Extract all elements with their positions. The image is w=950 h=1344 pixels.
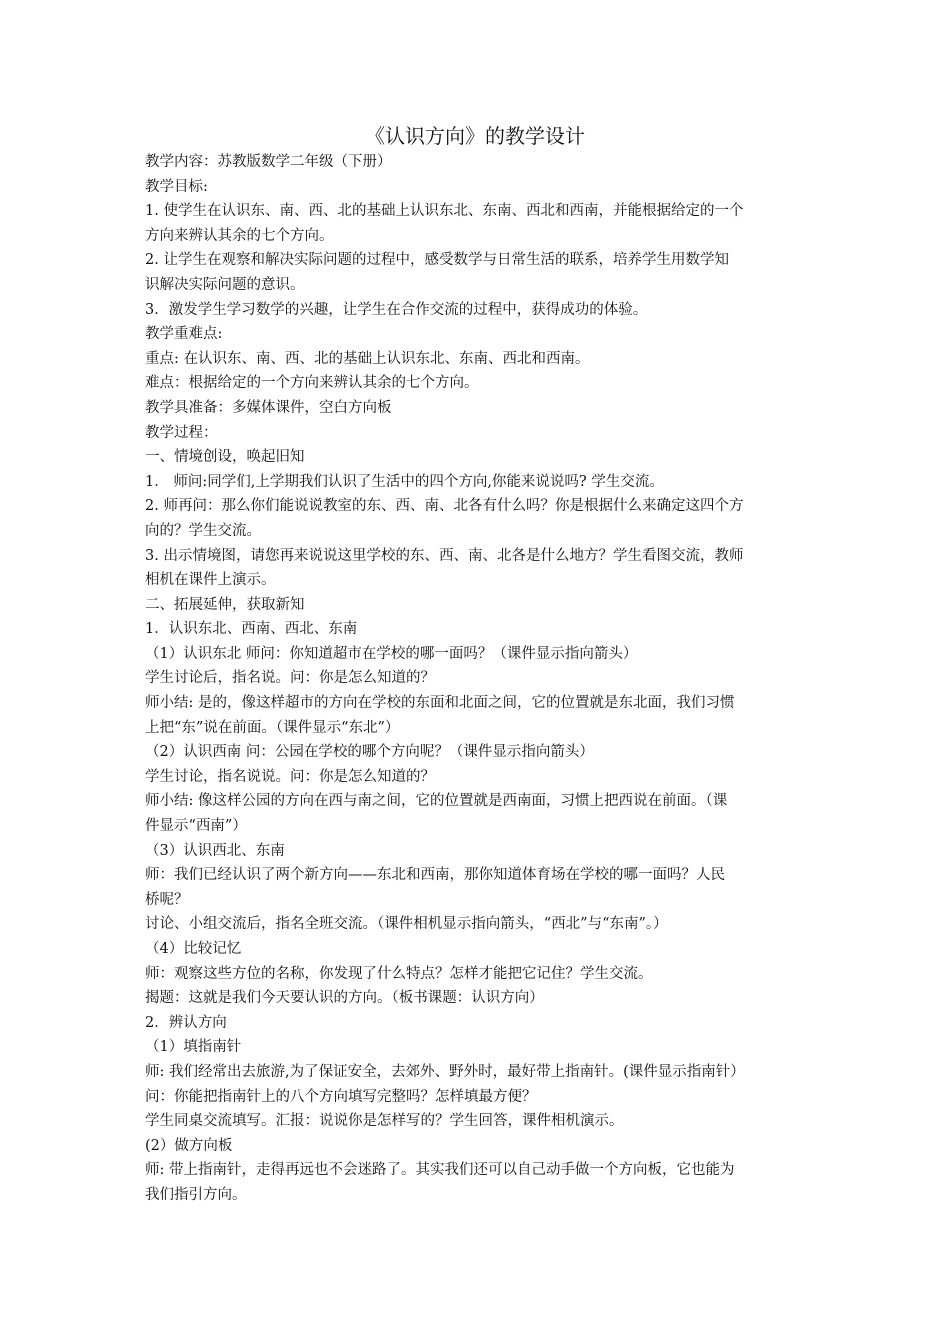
text-line: 学生同桌交流填写。汇报：说说你是怎样写的？学生回答，课件相机演示。 — [145, 1113, 624, 1130]
text-line: （1）认识东北 师问：你知道超市在学校的哪一面吗？（课件显示指向箭头） — [145, 645, 638, 662]
text-line: 师小结: 像这样公园的方向在西与南之间，它的位置就是西南面，习惯上把西说在前面。（课 — [145, 793, 728, 810]
document-title: 《认识方向》的教学设计 — [365, 124, 585, 148]
text-line: 学生讨论后，指名说。问：你是怎么知道的？ — [145, 670, 435, 687]
text-line: 识解决实际问题的意识。 — [145, 276, 305, 293]
text-line: 2. 师再问：那么你们能说说教室的东、西、南、北各有什么吗？你是根据什么来确定这四个方 — [145, 498, 744, 515]
text-line: 教学重难点: — [145, 326, 223, 343]
text-line: （2）认识西南 问：公园在学校的哪个方向呢？（课件显示指向箭头） — [145, 744, 594, 761]
text-line: （4）比较记忆 — [145, 941, 242, 957]
text-line: 2．辨认方向 — [145, 1014, 227, 1031]
text-line: 教学目标: — [145, 178, 208, 195]
text-line: 1．认识东北、西南、西北、东南 — [145, 621, 358, 638]
text-line: 讨论、小组交流后，指名全班交流。（课件相机显示指向箭头，“西北”与“东南”。） — [145, 916, 668, 933]
text-line: 一、情境创设，唤起旧知 — [145, 449, 305, 466]
text-line: （3）认识西北、东南 — [145, 842, 285, 859]
text-line: 件显示“西南”） — [145, 818, 247, 835]
text-line: 问：你能把指南针上的八个方向填写完整吗？怎样填最方便？ — [145, 1088, 537, 1105]
text-line: 3．激发学生学习数学的兴趣，让学生在合作交流的过程中，获得成功的体验。 — [145, 301, 648, 318]
text-line: 师：观察这些方位的名称，你发现了什么特点？怎样才能把它记住？学生交流。 — [145, 965, 653, 982]
text-line: 师：我们已经认识了两个新方向——东北和西南，那你知道体育场在学校的哪一面吗？人民 — [145, 867, 725, 884]
text-line: 方向来辨认其余的七个方向。 — [145, 227, 334, 244]
text-line: 我们指引方向。 — [145, 1186, 247, 1203]
text-line: 学生讨论，指名说说。问：你是怎么知道的？ — [145, 768, 435, 785]
text-line: (2）做方向板 — [145, 1137, 233, 1154]
text-line: 揭题：这就是我们今天要认识的方向。（板书课题：认识方向） — [145, 990, 544, 1007]
text-line: 2. 让学生在观察和解决实际问题的过程中，感受数学与日常生活的联系，培养学生用数学知 — [145, 252, 729, 269]
text-line: 相机在课件上演示。 — [145, 572, 276, 589]
text-line: 教学具准备：多媒体课件，空白方向板 — [145, 399, 392, 416]
text-line: 1． 师问:同学们,上学期我们认识了生活中的四个方向,你能来说说吗? 学生交流。 — [145, 473, 664, 490]
text-line: 师小结: 是的，像这样超市的方向在学校的东面和北面之间，它的位置就是东北面，我们习惯 — [145, 695, 735, 712]
document-body — [145, 150, 807, 1208]
text-line: 向的？学生交流。 — [145, 522, 261, 539]
text-line: 重点: 在认识东、南、西、北的基础上认识东北、东南、西北和西南。 — [145, 350, 590, 367]
text-line: 难点：根据给定的一个方向来辨认其余的七个方向。 — [145, 375, 479, 392]
text-line: 1. 使学生在认识东、南、西、北的基础上认识东北、东南、西北和西南，并能根据给定的一个 — [145, 203, 744, 220]
text-line: （1）填指南针 — [145, 1039, 242, 1056]
text-line: 二、拓展延伸，获取新知 — [145, 596, 305, 613]
text-line: 3. 出示情境图，请您再来说说这里学校的东、西、南、北各是什么地方？学生看图交流，教师 — [145, 547, 744, 564]
text-line: 教学过程： — [145, 424, 218, 441]
text-line: 师: 带上指南针，走得再远也不会迷路了。其实我们还可以自己动手做一个方向板，它也能为 — [145, 1162, 735, 1179]
text-line: 上把“东”说在前面。（课件显示“东北”） — [145, 719, 400, 736]
text-line: 教学内容：苏教版数学二年级（下册） — [145, 154, 392, 170]
text-line: 桥呢？ — [145, 891, 189, 908]
text-line: 师: 我们经常出去旅游,为了保证安全，去郊外、野外时，最好带上指南针。(课件显示指南针） — [145, 1063, 745, 1080]
